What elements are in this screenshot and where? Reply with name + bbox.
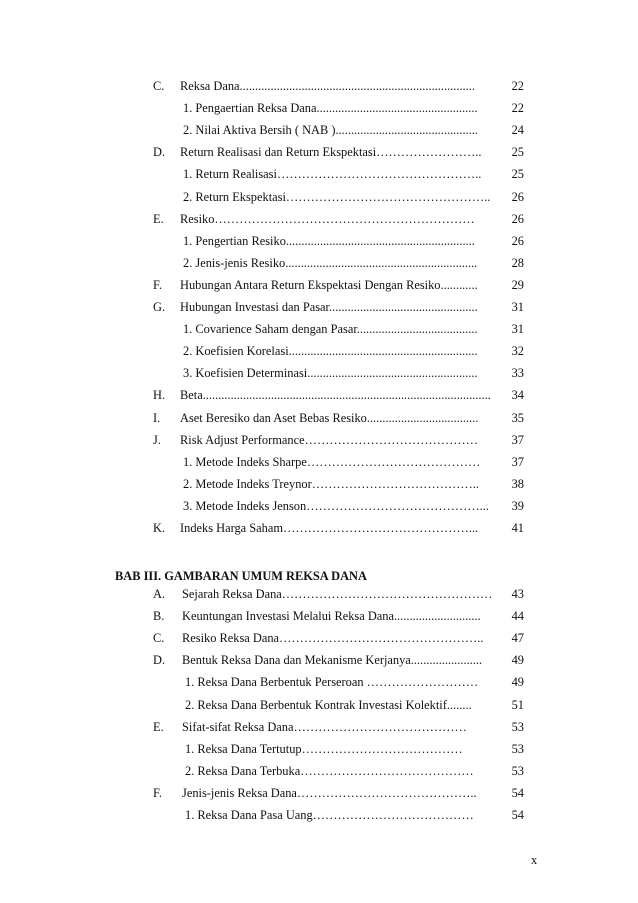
toc-entry-page: 47: [511, 631, 524, 646]
toc-entry: [0, 783, 638, 803]
toc-entry-page: 33: [511, 366, 524, 381]
toc-entry: [0, 142, 638, 162]
toc-entry-page: 53: [511, 741, 524, 756]
toc-entry-title: Hubungan Investasi dan Pasar................................................: [180, 300, 478, 314]
toc-entry: [0, 98, 638, 118]
toc-entry-title: Aset Beresiko dan Aset Bebas Resiko....................................: [180, 410, 479, 425]
toc-entry-title: 1. Reksa Dana Tertutup…………………………………: [185, 741, 463, 756]
toc-entry: [0, 430, 638, 450]
page-number: x: [531, 853, 538, 867]
toc-entry-page: 43: [511, 587, 524, 601]
toc-entry: [0, 187, 638, 207]
toc-entry: [0, 408, 638, 428]
toc-entry: [0, 363, 638, 383]
toc-entry-letter: C.: [153, 631, 165, 646]
toc-entry-title: Hubungan Antara Return Ekspektasi Dengan Resiko............: [180, 277, 478, 292]
toc-entry: [0, 319, 638, 339]
toc-entry-page: 28: [511, 255, 524, 270]
toc-entry-page: 31: [511, 322, 524, 337]
toc-entry: [0, 761, 638, 781]
toc-entry-page: 49: [511, 653, 524, 668]
toc-entry-title: 2. Return Ekspektasi…………………………………………..: [183, 189, 491, 204]
toc-entry-title: 1. Pengertian Resiko.............................................................: [183, 233, 475, 248]
toc-entry-letter: D.: [153, 145, 166, 160]
toc-entry-title: Reksa Dana............................................................................: [180, 79, 475, 93]
toc-entry-title: 1. Covarience Saham dengan Pasar.......................................: [183, 322, 478, 337]
toc-entry-title: Indeks Harga Saham………………………………………...: [180, 521, 479, 535]
toc-entry: [0, 717, 638, 737]
toc-entry-title: Resiko Reksa Dana…………………………………………..: [182, 631, 484, 646]
toc-entry: [0, 805, 638, 825]
toc-entry: [0, 650, 638, 670]
toc-entry-page: 49: [511, 675, 524, 690]
toc-entry-letter: G.: [153, 300, 166, 314]
toc-entry-page: 22: [511, 79, 524, 93]
toc-entry: [0, 209, 638, 229]
toc-entry-page: 54: [511, 808, 524, 822]
toc-entry: [0, 231, 638, 251]
toc-entry-page: 44: [511, 609, 524, 624]
toc-entry: [0, 341, 638, 361]
toc-entry: [0, 385, 638, 405]
toc-entry: [0, 518, 638, 538]
toc-entry-title: 1. Return Realisasi…………………………………………..: [183, 167, 482, 182]
toc-entry: [0, 297, 638, 317]
toc-entry-page: 25: [511, 145, 524, 160]
toc-entry-page: 39: [511, 498, 524, 513]
toc-entry-page: 51: [511, 697, 524, 712]
toc-entry-title: 2. Reksa Dana Terbuka……………………………………: [185, 763, 474, 778]
toc-entry-page: 37: [511, 432, 524, 447]
toc-entry-page: 22: [511, 101, 524, 116]
toc-entry: [0, 275, 638, 295]
toc-entry: [0, 76, 638, 96]
toc-entry-letter: F.: [153, 785, 162, 800]
toc-entry-page: 54: [511, 785, 524, 800]
toc-entry-title: Bentuk Reksa Dana dan Mekanisme Kerjanya.......................: [182, 653, 483, 668]
toc-entry-letter: H.: [153, 388, 166, 403]
toc-entry: [0, 496, 638, 516]
toc-entry-title: 3. Koefisien Determinasi.......................................................: [183, 366, 478, 381]
toc-entry-letter: K.: [153, 521, 166, 535]
toc-entry-title: 1. Pengaertian Reksa Dana....................................................: [183, 101, 478, 116]
toc-entry: [0, 164, 638, 184]
toc-entry-title: 2. Metode Indeks Treynor…………………………………..: [183, 476, 479, 491]
toc-entry-page: 38: [511, 476, 524, 491]
toc-entry: [0, 739, 638, 759]
toc-entry: [0, 606, 638, 626]
toc-entry-title: Beta.............................................................................................: [180, 388, 491, 403]
toc-entry-letter: B.: [153, 609, 165, 624]
toc-entry-page: 29: [511, 277, 524, 292]
toc-entry-letter: I.: [153, 410, 161, 425]
toc-entry-page: 26: [511, 189, 524, 204]
toc-entry-title: 2. Koefisien Korelasi.............................................................: [183, 344, 478, 359]
chapter-heading: BAB III. GAMBARAN UMUM REKSA DANA: [115, 569, 367, 583]
toc-entry-letter: D.: [153, 653, 166, 668]
toc-entry-title: 3. Metode Indeks Jenson……………………………………...: [183, 498, 489, 513]
toc-entry-letter: E.: [153, 211, 164, 226]
toc-entry-title: Jenis-jenis Reksa Dana……………………………………..: [182, 785, 477, 800]
toc-entry-title: Sejarah Reksa Dana……………………………………………: [182, 587, 493, 601]
toc-entry-page: 26: [511, 211, 524, 226]
toc-entry-title: Sifat-sifat Reksa Dana……………………………………: [182, 719, 467, 734]
toc-entry-page: 53: [511, 719, 524, 734]
toc-entry-letter: J.: [153, 432, 161, 447]
toc-entry-title: Resiko………………………………………………………: [180, 211, 475, 226]
toc-entry-letter: A.: [153, 587, 166, 601]
toc-entry-letter: F.: [153, 277, 162, 292]
toc-entry: [0, 628, 638, 648]
toc-entry-page: 26: [511, 233, 524, 248]
toc-entry: [0, 584, 638, 604]
toc-entry-letter: E.: [153, 719, 164, 734]
toc-entry-page: 32: [511, 344, 524, 359]
toc-entry: [0, 672, 638, 692]
toc-entry: [0, 253, 638, 273]
toc-entry: [0, 452, 638, 472]
toc-entry-title: Risk Adjust Performance……………………………………: [180, 432, 479, 447]
toc-entry-title: 1. Reksa Dana Pasa Uang…………………………………: [185, 808, 474, 822]
toc-entry-page: 31: [511, 300, 524, 314]
toc-entry-title: 1. Reksa Dana Berbentuk Perseroan ………………………: [185, 675, 479, 690]
toc-entry-page: 34: [511, 388, 524, 403]
toc-entry-title: 2. Reksa Dana Berbentuk Kontrak Investasi Kolektif........: [185, 697, 472, 712]
toc-entry-page: 25: [511, 167, 524, 182]
toc-entry: [0, 474, 638, 494]
toc-entry: [0, 695, 638, 715]
toc-entry-title: 2. Jenis-jenis Resiko..............................................................: [183, 255, 478, 270]
toc-entry: [0, 120, 638, 140]
toc-entry-page: 53: [511, 763, 524, 778]
toc-entry-title: Keuntungan Investasi Melalui Reksa Dana............................: [182, 609, 481, 624]
toc-entry-page: 35: [511, 410, 524, 425]
toc-entry-title: 1. Metode Indeks Sharpe……………………………………: [183, 454, 481, 469]
toc-entry-letter: C.: [153, 79, 165, 93]
toc-entry-page: 37: [511, 454, 524, 469]
toc-entry-title: 2. Nilai Aktiva Bersih ( NAB )..............................................: [183, 123, 478, 138]
toc-entry-page: 24: [511, 123, 524, 138]
toc-entry-page: 41: [511, 521, 524, 535]
toc-entry-title: Return Realisasi dan Return Ekspektasi……………………..: [180, 145, 482, 160]
